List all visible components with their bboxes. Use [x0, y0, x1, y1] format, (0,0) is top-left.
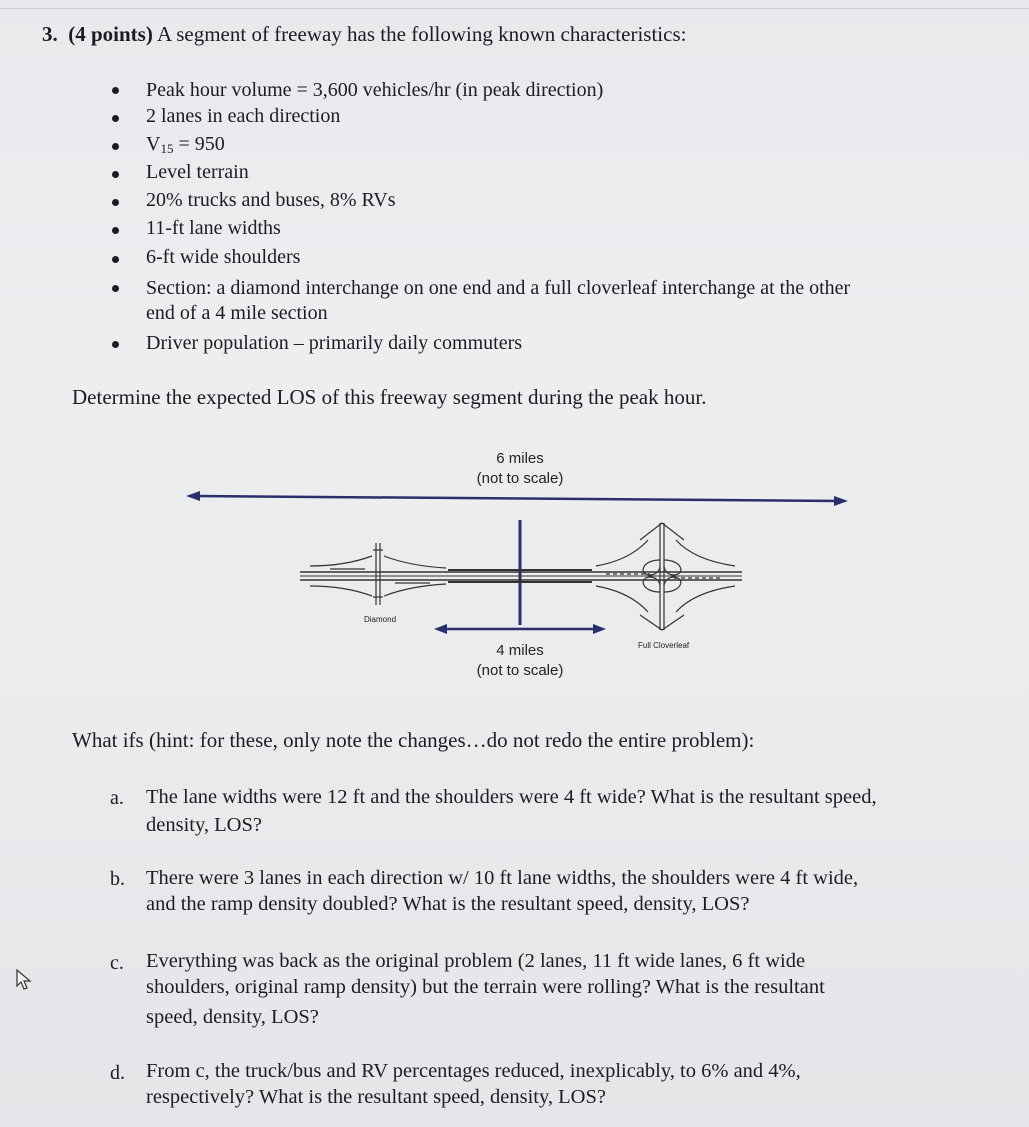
cloverleaf-label: Full Cloverleaf [638, 641, 690, 650]
item-b-line2: and the ramp density doubled? What is the resultant speed, density, LOS? [146, 893, 750, 915]
item-c-line3: speed, density, LOS? [146, 1006, 319, 1028]
bullet-section-line1: Section: a diamond interchange on one end and a full cloverleaf interchange at the other [146, 277, 851, 299]
item-a-line2: density, LOS? [146, 814, 262, 836]
mouse-cursor-icon [14, 968, 38, 992]
bullet-driver: Driver population – primarily daily commuters [146, 332, 523, 354]
bullet-volume: Peak hour volume = 3,600 vehicles/hr (in peak direction) [146, 79, 604, 101]
item-c-line2: shoulders, original ramp density) but the terrain were rolling? What is the resultant [146, 976, 825, 998]
problem-points: (4 points) [68, 22, 153, 46]
problem-number: 3. [42, 22, 58, 46]
item-letter-c: c. [110, 952, 124, 974]
problem-intro: A segment of freeway has the following known characteristics: [156, 22, 687, 46]
v15-subscript: 15 [160, 141, 174, 156]
item-d-line1: From c, the truck/bus and RV percentages reduced, inexplicably, to 6% and 4%, [146, 1060, 801, 1082]
six-mile-arrow [186, 491, 848, 506]
item-letter-b: b. [110, 868, 125, 890]
top-distance-value: 6 miles [496, 450, 544, 467]
whatifs-heading: What ifs (hint: for these, only note the changes…do not redo the entire problem): [72, 728, 755, 752]
diamond-interchange [310, 543, 446, 605]
bottom-scale-note: (not to scale) [476, 662, 564, 679]
bottom-distance-value: 4 miles [496, 642, 544, 659]
item-letter-a: a. [110, 787, 124, 809]
item-b-line1: There were 3 lanes in each direction w/ 10 ft lane widths, the shoulders were 4 ft wide, [146, 867, 859, 889]
diamond-label: Diamond [364, 615, 397, 624]
item-c-line1: Everything was back as the original problem (2 lanes, 11 ft wide lanes, 6 ft wide [146, 950, 806, 972]
top-scale-note: (not to scale) [476, 470, 564, 487]
item-a-line1: The lane widths were 12 ft and the shoulders were 4 ft wide? What is the resultant speed, [146, 786, 877, 808]
v15-value: = 950 [173, 133, 225, 155]
four-mile-arrow [434, 624, 606, 634]
item-d-line2: respectively? What is the resultant speed, density, LOS? [146, 1086, 606, 1108]
determine-prompt: Determine the expected LOS of this freeway segment during the peak hour. [72, 385, 707, 409]
bullet-shoulders: 6-ft wide shoulders [146, 246, 301, 268]
bullet-section-line2: end of a 4 mile section [146, 302, 328, 324]
bullet-terrain: Level terrain [146, 161, 249, 183]
freeway-mainline [300, 570, 742, 582]
bullet-trucks: 20% trucks and buses, 8% RVs [146, 189, 396, 211]
bullet-lanes: 2 lanes in each direction [146, 105, 341, 127]
bullet-lane-width: 11-ft lane widths [146, 217, 281, 239]
v15-symbol: V [146, 133, 161, 155]
item-letter-d: d. [110, 1062, 125, 1084]
